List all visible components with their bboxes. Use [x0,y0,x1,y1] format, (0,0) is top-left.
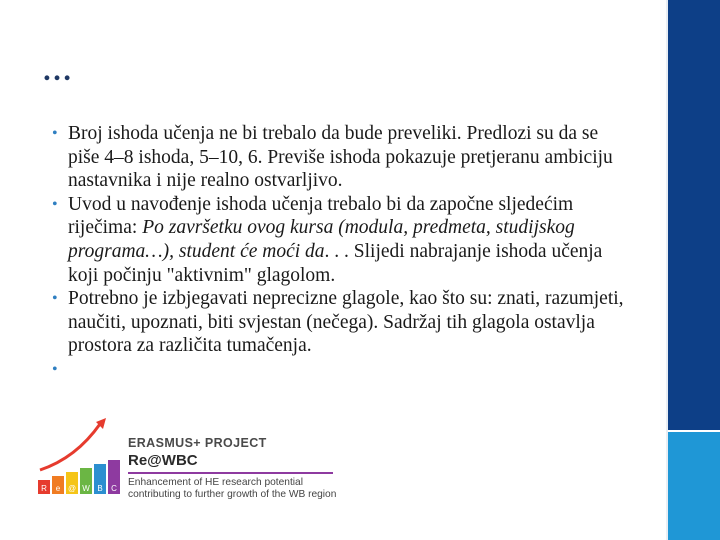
logo-project-label: ERASMUS+ PROJECT [128,436,267,450]
bullet-item [52,122,632,193]
logo-rule [128,472,333,474]
bullet-text [68,194,602,286]
bullet-text: Potrebno je izbjegavati neprecizne glagole, kao što su: znati, razumjeti, naučiti, upoznati, biti svjestan (nečega). Sadržaj tih glagola ostavlja prostora za različita tumačenja. [68,288,624,357]
sidebar-decoration [666,0,720,540]
bullet-icon: • [52,195,58,213]
slide-title: … [42,54,73,87]
logo-bar-letter: R [41,484,47,493]
slide-body [52,122,632,382]
bullet-text-outro: . . . Slijedi nabrajanje ishoda učenja koji počinju "aktivnim" glagolom. [68,240,603,286]
bullet-text-italic: Po završetku ovog kursa (modula, predmeta, studijskog programa…), student će moći da [68,217,575,262]
logo-arrow-icon [40,424,100,470]
bullet-icon: • [52,290,58,308]
logo-bar-letter: e [55,484,61,493]
logo-bar-letter: C [111,484,117,493]
bullet-item [52,287,632,358]
bullet-text: Broj ishoda učenja ne bi trebalo da bude preveliki. Predlozi su da se piše 4–8 ishoda, 5–10, 6. Previše ishoda pokazuje pretjeranu ambiciju nastavnika i nije realno ostvarljivo. [68,123,613,192]
logo-brand-name: Re@WBC [128,452,198,469]
sidebar-strip-accent [668,432,720,540]
logo-bar-letter: W [82,484,90,493]
bullet-icon: • [52,360,58,378]
sidebar-strip-dark [668,0,720,430]
bullet-item [52,193,632,287]
logo-description: Enhancement of HE research potential contributing to further growth of the WB region [128,477,337,500]
logo-chart-icon [36,418,128,500]
bullet-text [68,359,73,380]
project-logo [36,418,336,500]
bullet-text-intro: Uvod u navođenje ishoda učenja trebalo bi da započne sljedećim riječima: [68,193,574,239]
bullet-item-empty [52,358,632,382]
logo-bar-letter: @ [67,484,77,493]
bullet-icon: • [52,125,58,142]
logo-bar-letter: B [97,484,103,493]
logo-text-block [128,436,348,501]
